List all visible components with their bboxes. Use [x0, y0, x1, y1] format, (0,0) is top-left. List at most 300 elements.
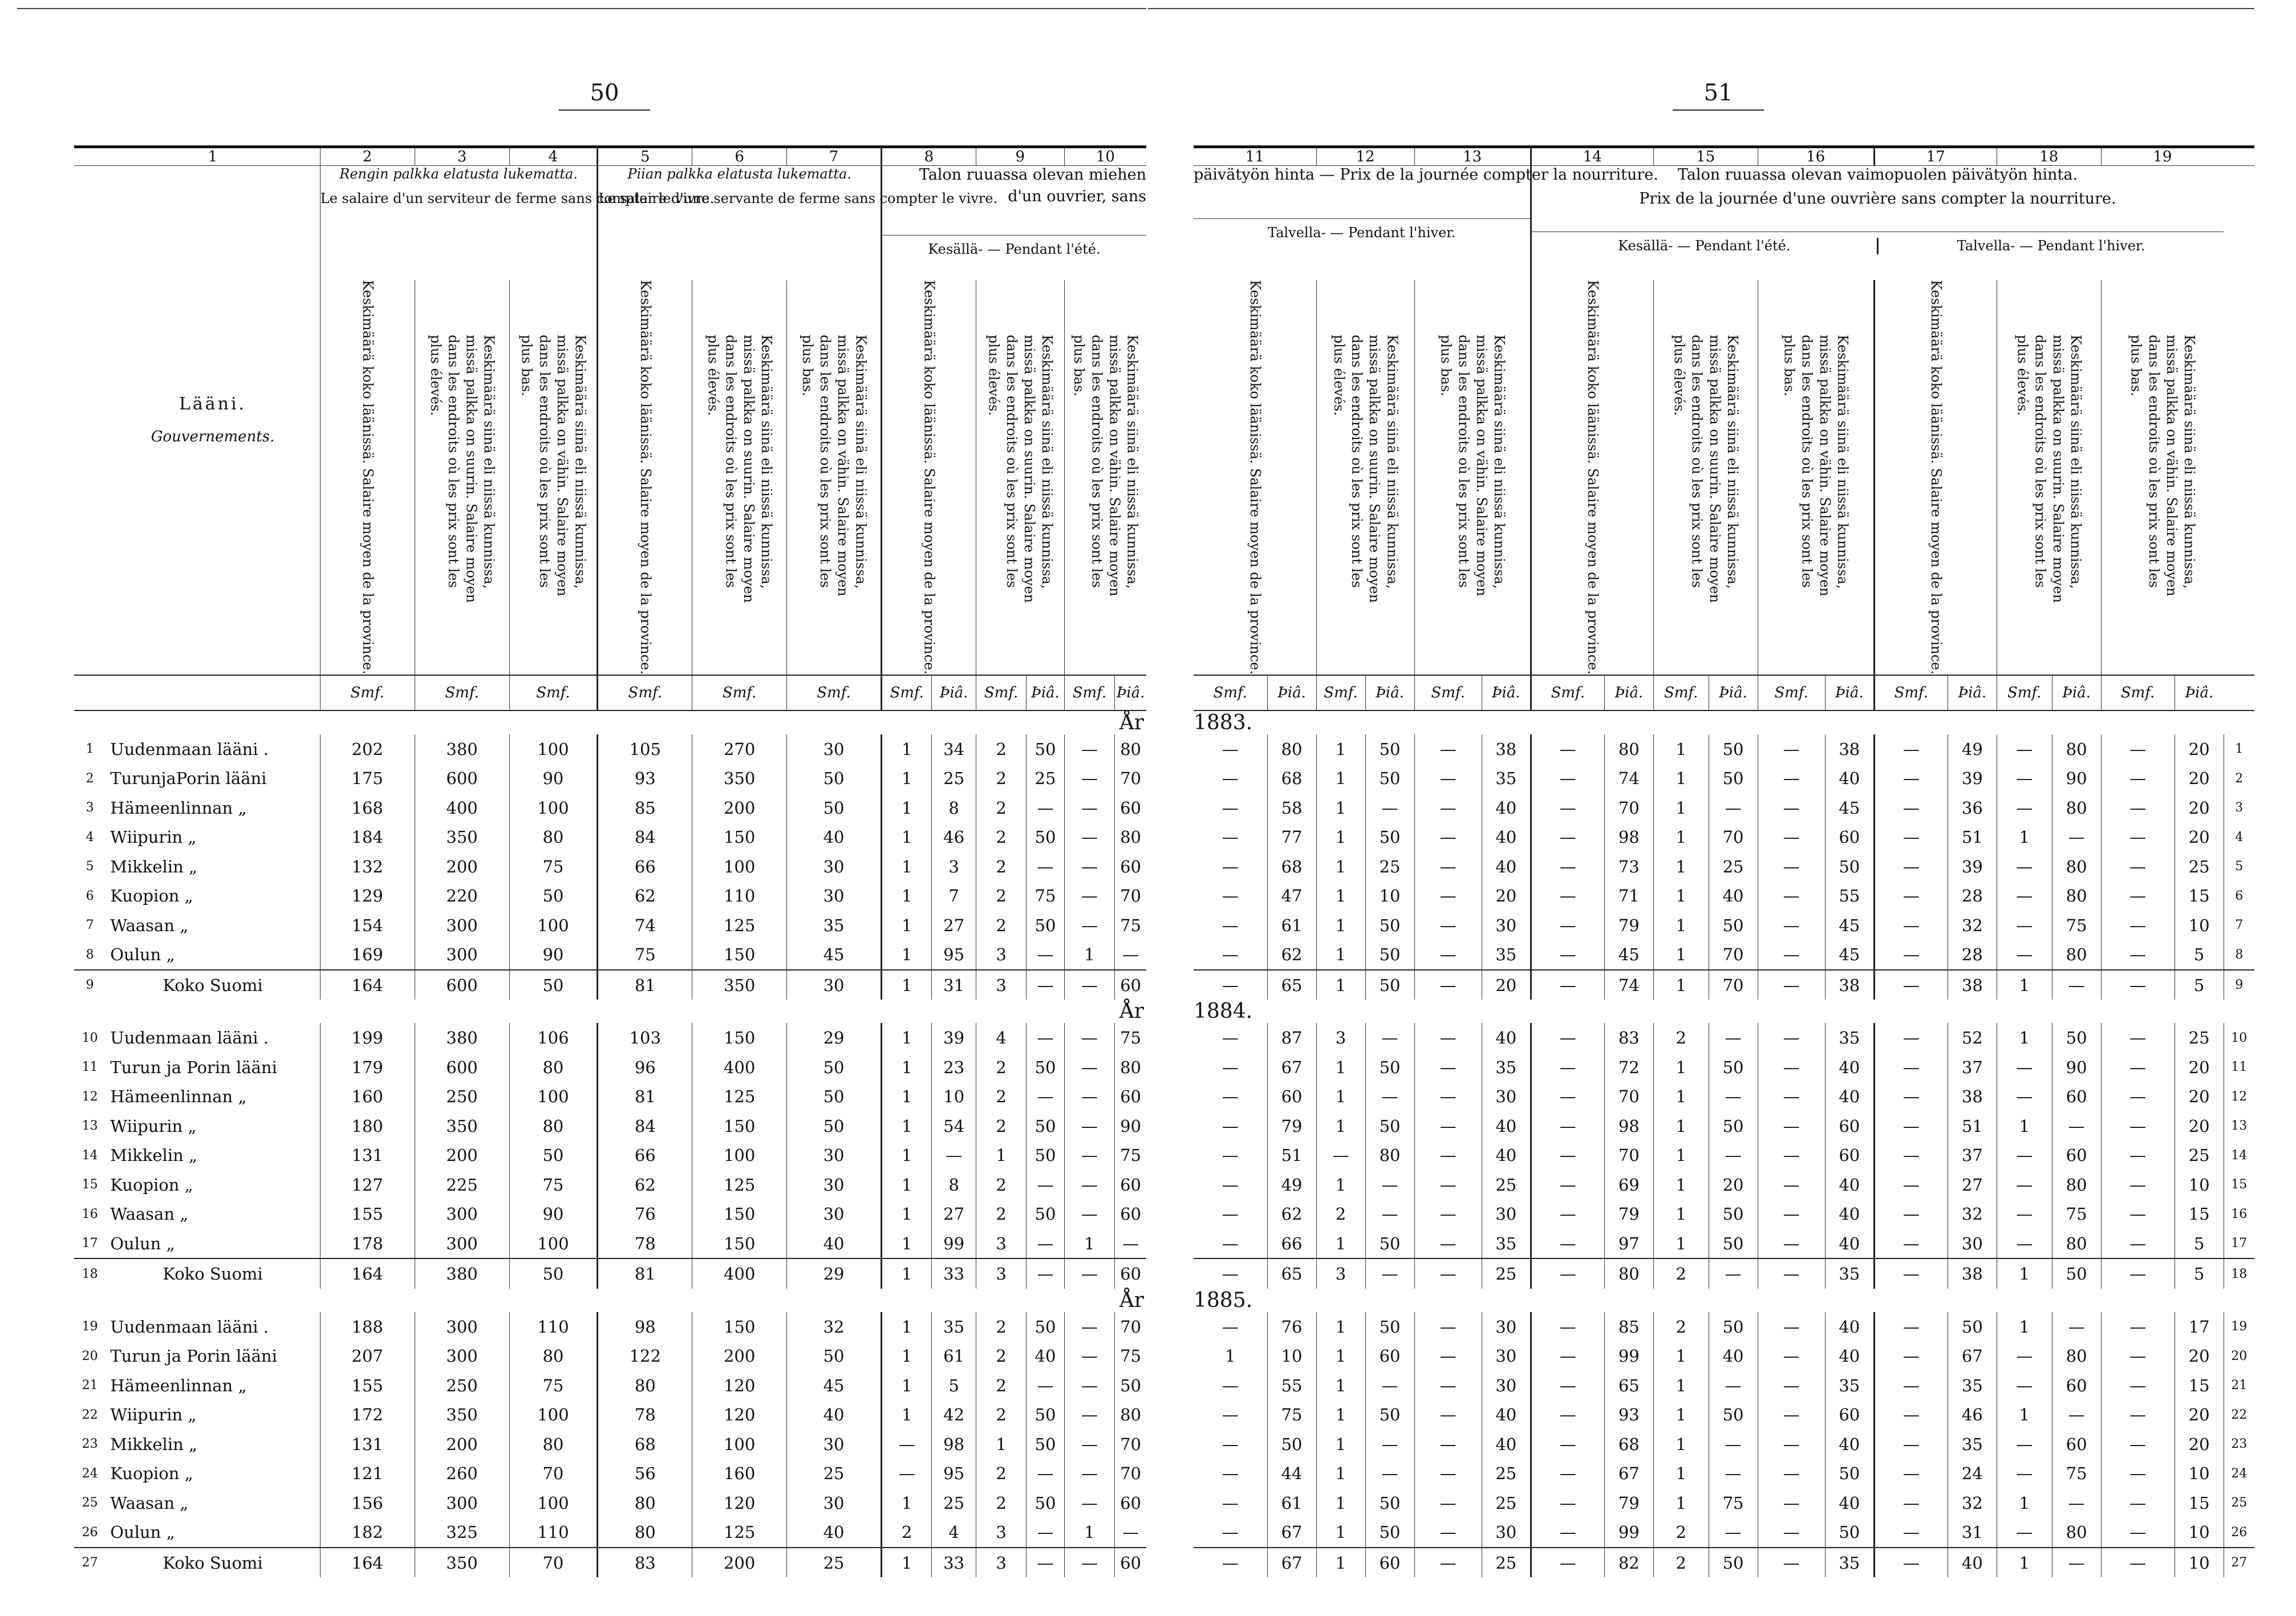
cell-value: — [1414, 1170, 1482, 1200]
cell-value: — [881, 1430, 931, 1459]
cell-value: 50 [1709, 1053, 1758, 1082]
cell-value: 40 [1709, 1341, 1758, 1371]
cell-value: — [1874, 793, 1948, 823]
row-number: 2 [2224, 764, 2254, 793]
cell-value: 50 [1709, 734, 1758, 764]
cell-value: 8 [932, 1170, 976, 1200]
cell-value: 164 [320, 1258, 415, 1289]
year-label: 1883. [1194, 710, 1253, 734]
cell-value: 125 [692, 1082, 787, 1111]
cell-value: 80 [2052, 734, 2101, 764]
cell-value: 10 [2175, 911, 2224, 940]
cell-value: — [1758, 1023, 1825, 1053]
cell-value: 1 [1316, 1053, 1365, 1082]
cell-value: 30 [787, 734, 882, 764]
cell-value: 80 [1365, 1140, 1414, 1170]
cell-value: 3 [976, 970, 1026, 1000]
cell-value: — [1414, 793, 1482, 823]
cell-value: 39 [1948, 764, 1997, 793]
cell-value: 184 [320, 822, 415, 852]
cell-value: 61 [1267, 911, 1316, 940]
cell-value: 1 [1653, 1341, 1709, 1371]
year-label: 1884. [1194, 1000, 1253, 1024]
cell-value: — [1874, 1023, 1948, 1053]
cell-value: — [1758, 1459, 1825, 1488]
cell-value: 300 [415, 1312, 509, 1342]
cell-value: — [1115, 1517, 1146, 1548]
year-prefix: År [1119, 1000, 1144, 1024]
cell-value: 1 [1997, 1023, 2052, 1053]
cell-value: 73 [1604, 852, 1653, 882]
row-number: 9 [74, 970, 106, 1000]
cell-value: 50 [1027, 911, 1064, 940]
cell-value: 155 [320, 1371, 415, 1400]
cell-value: 1 [1064, 940, 1114, 970]
cell-value: 1 [976, 1140, 1026, 1170]
colnum: 17 [1874, 147, 1997, 166]
cell-value: 50 [1948, 1312, 1997, 1342]
cell-value: — [1115, 1229, 1146, 1259]
cell-value: 25 [1482, 1258, 1531, 1289]
cell-value: 2 [976, 1371, 1026, 1400]
cell-value: — [2052, 1488, 2101, 1518]
cell-value: 49 [1948, 734, 1997, 764]
cell-value: — [1027, 1371, 1064, 1400]
cell-value: — [2101, 1199, 2175, 1229]
unit-label: Smf. [1194, 675, 1267, 710]
table-row [1194, 793, 2254, 823]
row-number: 26 [82, 1525, 98, 1540]
cell-value: 120 [692, 1371, 787, 1400]
cell-value: 23 [932, 1053, 976, 1082]
cell-value: — [1414, 1312, 1482, 1342]
cell-value: 350 [692, 970, 787, 1000]
cell-value: — [1531, 1111, 1604, 1141]
row-number: 10 [2224, 1023, 2254, 1053]
cell-value: — [1027, 970, 1064, 1000]
cell-value: 122 [598, 1341, 692, 1371]
row-number: 25 [2224, 1488, 2254, 1518]
cell-value: — [1531, 1400, 1604, 1430]
cell-value: 40 [1482, 1111, 1531, 1141]
cell-value: 1 [881, 1400, 931, 1430]
cell-value: — [1414, 940, 1482, 970]
cell-value: 1 [881, 1341, 931, 1371]
cell-value: 20 [1709, 1170, 1758, 1200]
cell-value: — [1365, 1199, 1414, 1229]
cell-value: 1 [1653, 1170, 1709, 1200]
cell-value: — [1531, 911, 1604, 940]
cell-value: 150 [692, 1312, 787, 1342]
cell-value: — [1064, 1548, 1114, 1578]
cell-value: 98 [1604, 1111, 1653, 1141]
row-number: 24 [82, 1466, 98, 1481]
province-name: Hämeenlinnan „ [110, 798, 247, 818]
cell-value: — [1531, 1082, 1604, 1111]
row-number: 23 [2224, 1430, 2254, 1459]
cell-value: 40 [1948, 1548, 1997, 1578]
cell-value: 4 [976, 1023, 1026, 1053]
province-name: Wiipurin „ [110, 1116, 197, 1136]
cell-value: — [2101, 734, 2175, 764]
cell-value: 71 [1604, 881, 1653, 911]
cell-value: 70 [1604, 1082, 1653, 1111]
cell-value: 1 [1653, 793, 1709, 823]
cell-value: — [2101, 1400, 2175, 1430]
cell-value: 1 [881, 822, 931, 852]
right-table-body [1194, 710, 2254, 1578]
cell-value: 87 [1267, 1023, 1316, 1053]
table-row [74, 1111, 1146, 1141]
cell-value: — [2101, 764, 2175, 793]
row-number: 14 [2224, 1140, 2254, 1170]
cell-value: — [1758, 1082, 1825, 1111]
unit-label: Þiâ. [1948, 675, 1997, 710]
cell-value: 70 [1115, 1312, 1146, 1342]
cell-value: 300 [415, 1341, 509, 1371]
row-number: 21 [2224, 1371, 2254, 1400]
cell-value: — [1874, 1459, 1948, 1488]
cell-value: — [2101, 1459, 2175, 1488]
cell-value: — [1414, 852, 1482, 882]
table-row [74, 822, 1146, 852]
colnum: 6 [692, 147, 787, 166]
cell-value: 1 [1316, 1170, 1365, 1200]
cell-value: 54 [932, 1111, 976, 1141]
col-label-min: Keskimäärä siinä eli niissä kunnissa, missä palkka on vähin. Salaire moyen dans les endroits où les prix sont les plus bas. [518, 334, 589, 596]
group3-header [881, 166, 1146, 281]
cell-value: 30 [1482, 1199, 1531, 1229]
cell-value: — [1365, 793, 1414, 823]
cell-value: 1 [1316, 881, 1365, 911]
cell-value: — [1758, 1488, 1825, 1518]
cell-value: — [1997, 911, 2052, 940]
cell-value: 150 [692, 1111, 787, 1141]
cell-value: — [2101, 1488, 2175, 1518]
cell-value: — [1064, 734, 1114, 764]
cell-value: 80 [2052, 940, 2101, 970]
total-row [74, 970, 1146, 1000]
cell-value: — [1874, 764, 1948, 793]
cell-value: 2 [976, 1082, 1026, 1111]
cell-value: 131 [320, 1140, 415, 1170]
cell-value: — [2101, 1023, 2175, 1053]
cell-value: 1 [881, 764, 931, 793]
cell-value: — [1027, 940, 1064, 970]
row-number: 22 [82, 1407, 98, 1422]
cell-value: — [1222, 1175, 1239, 1195]
row-number: 9 [2224, 970, 2254, 1000]
cell-value: 50 [1365, 1517, 1414, 1548]
cell-value: 85 [1604, 1312, 1653, 1342]
row-number: 26 [2224, 1517, 2254, 1548]
cell-value: — [1531, 1312, 1604, 1342]
cell-value: — [2101, 1517, 2175, 1548]
cell-value: 1 [1316, 1371, 1365, 1400]
cell-value: 1 [881, 1170, 931, 1200]
cell-value: 61 [932, 1341, 976, 1371]
cell-value: 58 [1267, 793, 1316, 823]
cell-value: 50 [1365, 1400, 1414, 1430]
cell-value: 76 [598, 1199, 692, 1229]
cell-value: 100 [509, 1229, 598, 1259]
cell-value: 70 [1709, 970, 1758, 1000]
page-number-left: 50 [590, 80, 619, 106]
cell-value: — [1414, 1053, 1482, 1082]
cell-value: 20 [2175, 1053, 2224, 1082]
cell-value: 40 [1825, 1082, 1874, 1111]
cell-value: 5 [932, 1371, 976, 1400]
cell-value: 51 [1948, 1111, 1997, 1141]
cell-value: — [1365, 1170, 1414, 1200]
unit-label: Þiâ. [1365, 675, 1414, 710]
cell-value: — [1531, 1229, 1604, 1259]
cell-value: — [1222, 886, 1239, 906]
cell-value: 300 [415, 1199, 509, 1229]
cell-value: 300 [415, 1229, 509, 1259]
cell-value: 30 [787, 1170, 882, 1200]
cell-value: 50 [1365, 940, 1414, 970]
cell-value: 60 [2052, 1371, 2101, 1400]
cell-value: 2 [976, 734, 1026, 764]
group3-title: Talon ruuassa olevan miehen [919, 166, 1146, 184]
cell-value: 70 [509, 1548, 598, 1578]
cell-value: — [1709, 1140, 1758, 1170]
cell-value: 96 [598, 1053, 692, 1082]
cell-value: — [1758, 1258, 1825, 1289]
cell-value: 250 [415, 1371, 509, 1400]
column-label-row [1194, 280, 2254, 675]
cell-value: — [1758, 1341, 1825, 1371]
cell-value: 2 [976, 852, 1026, 882]
cell-value: 131 [320, 1430, 415, 1459]
unit-label: Smf. [2101, 675, 2175, 710]
table-row [74, 1488, 1146, 1518]
cell-value: 50 [2052, 1258, 2101, 1289]
row-number: 12 [82, 1089, 98, 1104]
cell-value: 1 [881, 1111, 931, 1141]
cell-value: 40 [1482, 1430, 1531, 1459]
colnum: 13 [1414, 147, 1531, 166]
cell-value: 62 [598, 881, 692, 911]
colnum: 5 [598, 147, 692, 166]
cell-value: 79 [1604, 1488, 1653, 1518]
cell-value: 55 [1267, 1371, 1316, 1400]
row-number: 13 [2224, 1111, 2254, 1141]
cell-value: 50 [1027, 734, 1064, 764]
cell-value: 100 [692, 1430, 787, 1459]
cell-value: — [1064, 1430, 1114, 1459]
cell-value: 1 [1316, 1517, 1365, 1548]
cell-value: — [1874, 1517, 1948, 1548]
cell-value: — [2101, 1371, 2175, 1400]
group1-title-fi: Rengin palkka elatusta lukematta. [339, 166, 578, 182]
row-number: 17 [2224, 1229, 2254, 1259]
unit-label: Smf. [1531, 675, 1604, 710]
table-row [74, 1023, 1146, 1053]
cell-value: — [1414, 1023, 1482, 1053]
cell-value: 50 [1027, 822, 1064, 852]
cell-value: 50 [787, 793, 882, 823]
cell-value: 199 [320, 1023, 415, 1053]
province-name: Oulun „ [110, 945, 175, 965]
group3-header-cont [1194, 166, 1658, 281]
group3-title-fr: d'un ouvrier, sans [1008, 188, 1146, 206]
cell-value: — [1709, 1459, 1758, 1488]
cell-value: 300 [415, 1488, 509, 1518]
cell-value: 10 [2175, 1548, 2224, 1578]
cell-value: — [2101, 1258, 2175, 1289]
cell-value: 25 [932, 1488, 976, 1518]
cell-value: 25 [2175, 852, 2224, 882]
cell-value: 80 [2052, 852, 2101, 882]
cell-value: — [1531, 764, 1604, 793]
table-row [74, 1053, 1146, 1082]
cell-value: 62 [1267, 940, 1316, 970]
cell-value: 50 [1027, 1053, 1064, 1082]
cell-value: — [1414, 1371, 1482, 1400]
cell-value: 2 [976, 1199, 1026, 1229]
cell-value: 79 [1267, 1111, 1316, 1141]
cell-value: — [1874, 1082, 1948, 1111]
cell-value: — [1709, 1430, 1758, 1459]
page-number-rule [559, 109, 650, 111]
cell-value: 25 [1027, 764, 1064, 793]
cell-value: 60 [1115, 852, 1146, 882]
group2-header [598, 166, 998, 281]
cell-value: 25 [1482, 1459, 1531, 1488]
cell-value: — [1222, 1087, 1239, 1107]
row-number: 11 [2224, 1053, 2254, 1082]
cell-value: — [1414, 1548, 1482, 1578]
cell-value: 15 [2175, 1371, 2224, 1400]
cell-value: 85 [598, 793, 692, 823]
province-name: Koko Suomi [106, 970, 320, 1000]
cell-value: 10 [1267, 1341, 1316, 1371]
cell-value: 60 [1115, 1548, 1146, 1578]
cell-value: 1 [1653, 1140, 1709, 1170]
unit-row [1194, 675, 2254, 710]
cell-value: 38 [1948, 1258, 1997, 1289]
cell-value: 30 [787, 1430, 882, 1459]
cell-value: 50 [1027, 1140, 1064, 1170]
cell-value: 2 [1653, 1258, 1709, 1289]
province-name: Waasan „ [110, 1493, 189, 1513]
cell-value: — [1997, 1341, 2052, 1371]
cell-value: — [2052, 1111, 2101, 1141]
cell-value: 400 [692, 1258, 787, 1289]
cell-value: 5 [2175, 940, 2224, 970]
cell-value: 1 [1316, 940, 1365, 970]
cell-value: — [1414, 1111, 1482, 1141]
row-number: 6 [2224, 881, 2254, 911]
unit-label: Þiâ. [1267, 675, 1316, 710]
table-row [1194, 1111, 2254, 1141]
cell-value: 1 [881, 881, 931, 911]
year-divider-row [1194, 710, 2254, 734]
cell-value: — [2101, 1341, 2175, 1371]
unit-row [74, 675, 1146, 710]
cell-value: — [1027, 1170, 1064, 1200]
unit-label: Smf. [1874, 675, 1948, 710]
cell-value: — [1064, 911, 1114, 940]
cell-value: — [1414, 764, 1482, 793]
cell-value: 70 [1709, 940, 1758, 970]
year-divider-row [74, 1000, 1146, 1023]
unit-label: Þiâ. [1115, 675, 1146, 710]
cell-value: — [1027, 852, 1064, 882]
row-number: 4 [2224, 822, 2254, 852]
cell-value: 60 [1115, 1082, 1146, 1111]
cell-value: 38 [1948, 1082, 1997, 1111]
cell-value: 36 [1948, 793, 1997, 823]
group2-title-fi: Piian palkka elatusta lukematta. [627, 166, 851, 182]
province-name: Kuopion „ [110, 886, 193, 906]
row-number: 11 [82, 1060, 98, 1075]
total-row [1194, 1548, 2254, 1578]
unit-label: Smf. [787, 675, 882, 710]
cell-value: — [1222, 1375, 1239, 1395]
cell-value: 90 [2052, 1053, 2101, 1082]
cell-value: 60 [1267, 1082, 1316, 1111]
cell-value: 32 [1948, 1199, 1997, 1229]
cell-value: — [1222, 856, 1239, 876]
table-row [1194, 734, 2254, 764]
cell-value: 75 [598, 940, 692, 970]
cell-value: — [1365, 1023, 1414, 1053]
cell-value: — [1874, 822, 1948, 852]
cell-value: 400 [415, 793, 509, 823]
cell-value: 1 [1316, 1548, 1365, 1578]
cell-value: — [1709, 1371, 1758, 1400]
cell-value: — [1194, 1548, 1267, 1578]
table-row [74, 852, 1146, 882]
cell-value: 4 [932, 1517, 976, 1548]
cell-value: — [1064, 1199, 1114, 1229]
cell-value: — [2101, 911, 2175, 940]
cell-value: 75 [2052, 911, 2101, 940]
cell-value: — [1874, 1053, 1948, 1082]
cell-value: 27 [932, 911, 976, 940]
cell-value: 30 [1482, 1312, 1531, 1342]
cell-value: 40 [1825, 764, 1874, 793]
unit-label: Smf. [1997, 675, 2052, 710]
cell-value: 33 [932, 1258, 976, 1289]
cell-value: — [1997, 881, 2052, 911]
cell-value: 1 [881, 911, 931, 940]
cell-value: 45 [1825, 940, 1874, 970]
cell-value: 67 [1267, 1053, 1316, 1082]
cell-value: — [1997, 1459, 2052, 1488]
left-table-body [74, 710, 1146, 1578]
cell-value: 29 [787, 1258, 882, 1289]
cell-value: 79 [1604, 911, 1653, 940]
group4-title-fr: Prix de la journée d'une ouvrière sans compter la nourriture. [1639, 190, 2116, 208]
cell-value: — [1064, 1170, 1114, 1200]
cell-value: — [1222, 1057, 1239, 1077]
column-number-row [74, 147, 1146, 166]
cell-value: 45 [1825, 793, 1874, 823]
cell-value: — [2101, 852, 2175, 882]
cell-value: 1 [1653, 1459, 1709, 1488]
cell-value: 1 [881, 1548, 931, 1578]
cell-value: 80 [598, 1488, 692, 1518]
cell-value: — [1414, 734, 1482, 764]
cell-value: — [1531, 1371, 1604, 1400]
cell-value: 2 [976, 1053, 1026, 1082]
province-name: Turun ja Porin lääni [110, 1057, 277, 1077]
cell-value: — [2101, 1229, 2175, 1259]
